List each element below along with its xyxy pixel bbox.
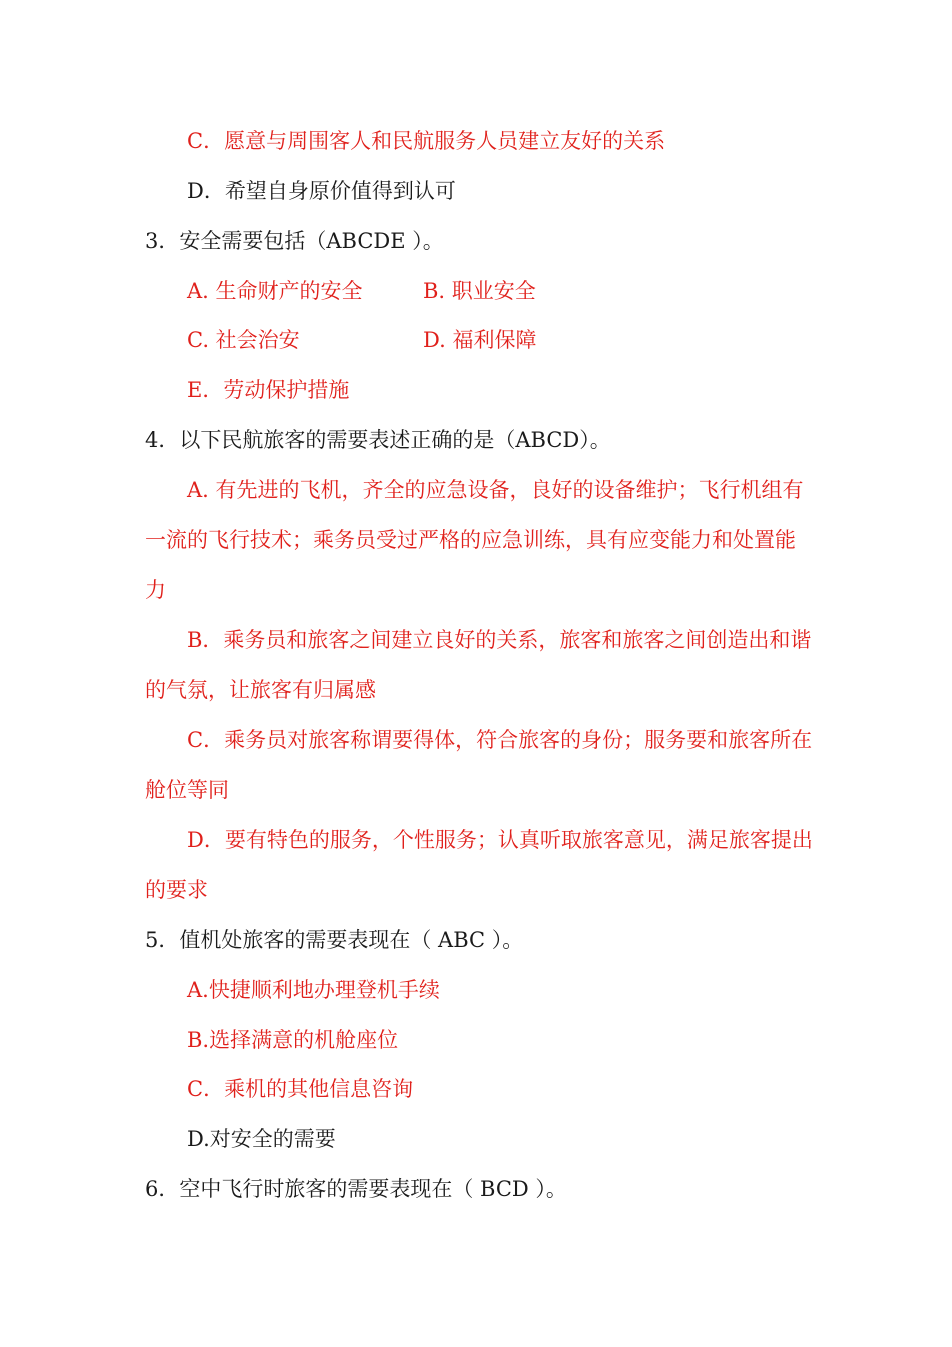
q3-option-d: D. 福利保障 xyxy=(423,328,537,352)
q3-option-b: B. 职业安全 xyxy=(423,279,536,303)
q5-option-d: D.对安全的需要 xyxy=(187,1127,336,1151)
q3-row-2 xyxy=(187,325,857,355)
q5-option-a: A.快捷顺利地办理登机手续 xyxy=(187,978,440,1002)
q4-option-c: C．乘务员对旅客称谓要得体，符合旅客的身份；服务要和旅客所在舱位等同 xyxy=(145,728,813,802)
q5-option-c: C．乘机的其他信息咨询 xyxy=(187,1077,414,1101)
question-3: 3．安全需要包括（ABCDE ）。 xyxy=(145,229,444,253)
q3-option-e: E．劳动保护措施 xyxy=(187,378,350,402)
q3-option-a: A. 生命财产的安全 xyxy=(187,279,363,303)
question-6: 6．空中飞行时旅客的需要表现在（ BCD ）。 xyxy=(145,1177,567,1201)
q5-option-b: B.选择满意的机舱座位 xyxy=(187,1028,399,1052)
q2-option-c: C．愿意与周围客人和民航服务人员建立友好的关系 xyxy=(187,129,666,153)
q3-row-1 xyxy=(187,276,857,306)
question-4: 4．以下民航旅客的需要表述正确的是（ABCD）。 xyxy=(145,428,611,452)
question-5: 5．值机处旅客的需要表现在（ ABC ）。 xyxy=(145,928,524,952)
q4-option-a: A. 有先进的飞机，齐全的应急设备，良好的设备维护；飞行机组有一流的飞行技术；乘务员受过严格的应急训练，具有应变能力和处置能力 xyxy=(145,478,804,602)
q4-option-d: D．要有特色的服务，个性服务；认真听取旅客意见，满足旅客提出的要求 xyxy=(145,828,813,902)
q2-option-d: D．希望自身原价值得到认可 xyxy=(187,179,456,203)
q3-option-c: C. 社会治安 xyxy=(187,328,300,352)
q4-option-b: B．乘务员和旅客之间建立良好的关系，旅客和旅客之间创造出和谐的气氛，让旅客有归属感 xyxy=(145,628,812,702)
